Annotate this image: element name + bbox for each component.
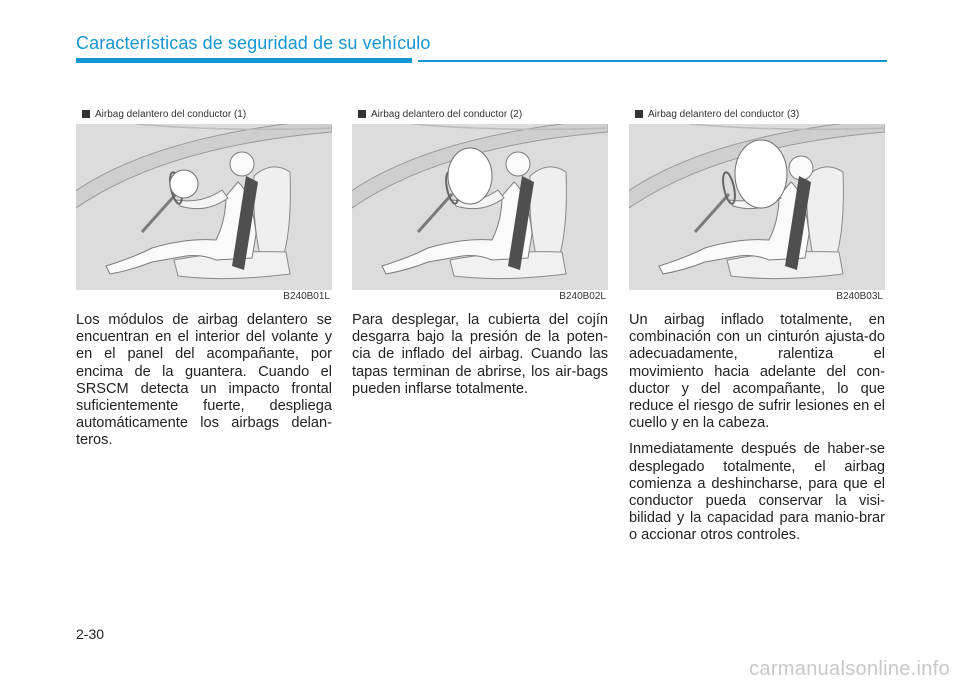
bullet-square-icon	[358, 110, 366, 118]
figure-caption	[629, 106, 885, 124]
figure-1	[76, 106, 332, 304]
figure-illustration	[629, 124, 885, 290]
watermark: carmanualsonline.info	[749, 658, 950, 680]
paragraph: Para desplegar, la cubierta del cojín desgarra bajo la presión de la poten-cia de inflado del airbag. Cuando las tapas terminan de abrirse, los air-bags pueden inflarse totalmente.	[352, 312, 608, 397]
airbag-cushion	[170, 170, 198, 198]
driver-head	[506, 152, 530, 176]
figure-caption-text: Airbag delantero del conductor (2)	[371, 109, 523, 120]
steering-column	[695, 194, 729, 232]
windshield-frame	[76, 124, 332, 208]
bullet-square-icon	[82, 110, 90, 118]
figure-code: B240B02L	[559, 291, 606, 302]
paragraph: Un airbag inflado totalmente, en combinación con un cinturón ajusta-do adecuadamente, ralentiza el movimiento hacia adelante del con-ductor y del acompañante, lo que reduce el riesgo de sufrir lesiones en el cuello y en la cabeza.	[629, 312, 885, 432]
figure-caption	[76, 106, 332, 124]
figure-2	[352, 106, 608, 304]
paragraph: Los módulos de airbag delantero se encuentran en el interior del volante y en el panel del acompañante, por encima de la guantera. Cuando el SRSCM detecta un impacto frontal suficientemente fuerte, despliega automáticamente los airbags delan-teros.	[76, 312, 332, 449]
figure-3	[629, 106, 885, 304]
seat-back	[254, 167, 291, 264]
figure-code: B240B01L	[283, 291, 330, 302]
figure-caption	[352, 106, 608, 124]
title-rule-thick	[76, 58, 412, 63]
steering-column	[418, 194, 452, 232]
figure-illustration	[76, 124, 332, 290]
steering-column	[142, 194, 176, 232]
driver-airbag-illustration	[629, 124, 885, 290]
title-rule-thin	[418, 60, 887, 62]
driver-airbag-illustration	[352, 124, 608, 290]
seat-back	[530, 167, 567, 264]
driver-airbag-illustration	[76, 124, 332, 290]
text-column-2	[352, 312, 608, 407]
figure-illustration	[352, 124, 608, 290]
figure-caption-text: Airbag delantero del conductor (3)	[648, 109, 800, 120]
figure-caption-text: Airbag delantero del conductor (1)	[95, 109, 247, 120]
seat-back	[807, 167, 844, 264]
page-number: 2-30	[76, 626, 105, 642]
text-column-1	[76, 312, 332, 459]
figure-code: B240B03L	[836, 291, 883, 302]
airbag-cushion	[735, 140, 787, 208]
airbag-cushion	[448, 148, 492, 204]
paragraph: Inmediatamente después de haber-se desplegado totalmente, el airbag comienza a deshincharse, para que el conductor pueda conservar la visi-bilidad y la capacidad para manio-brar o accionar otros controles.	[629, 441, 885, 544]
driver-head	[230, 152, 254, 176]
text-column-3	[629, 312, 885, 554]
driver-head	[789, 156, 813, 180]
bullet-square-icon	[635, 110, 643, 118]
section-title: Características de seguridad de su vehículo	[76, 33, 431, 53]
